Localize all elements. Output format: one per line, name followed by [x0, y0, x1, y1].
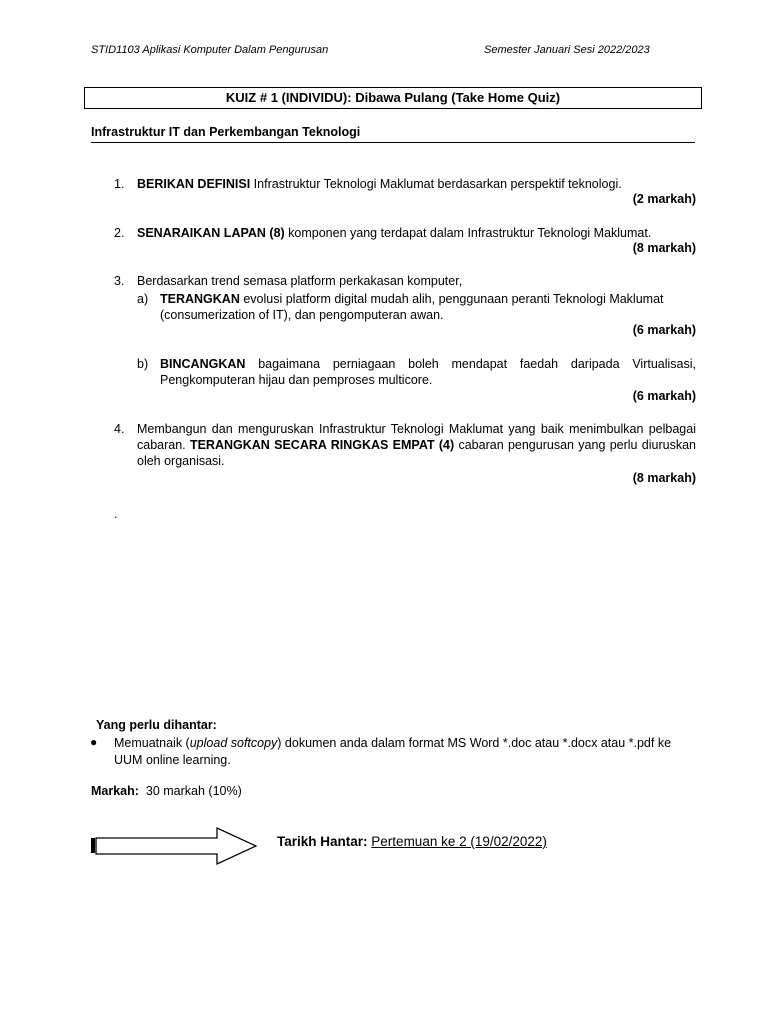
question-body: Membangun dan menguruskan Infrastruktur Teknologi Maklumat yang baik menimbulkan pelbagai cabaran. [137, 422, 696, 452]
total-marks-label: Markah: [91, 784, 139, 798]
question-body-end: cabaran pengurusan yang perlu diuruskan oleh organisasi. [137, 438, 696, 468]
question-1 [114, 176, 696, 208]
sub-question-label: b) [137, 357, 149, 371]
sub-question-text [160, 356, 696, 388]
question-body: komponen yang terdapat dalam Infrastruktur Teknologi Maklumat. [284, 226, 652, 240]
question-text [137, 421, 696, 469]
deadline-label: Tarikh Hantar: [277, 834, 368, 849]
question-text [137, 176, 696, 192]
submission-item [114, 735, 699, 769]
sub-question-text [160, 291, 696, 323]
semester-header: Semester Januari Sesi 2022/2023 [484, 44, 650, 56]
question-2 [114, 225, 696, 241]
question-4-marks: (8 markah) [632, 471, 696, 485]
question-text [137, 225, 696, 241]
question-body: Infrastruktur Teknologi Maklumat berdasarkan perspektif teknologi. [250, 177, 622, 191]
question-3b-marks: (6 markah) [632, 389, 696, 403]
question-keyword: SENARAIKAN LAPAN (8) [137, 226, 285, 240]
submission-text-b: ) dokumen anda dalam format MS Word *.doc atau *.docx atau *.pdf ke UUM online learning. [114, 736, 672, 767]
question-keyword: BERIKAN DEFINISI [137, 177, 251, 191]
course-header: STID1103 Aplikasi Komputer Dalam Pengurusan [91, 44, 329, 56]
deadline [277, 834, 547, 849]
submission-heading: Yang perlu dihantar: [96, 718, 217, 732]
total-marks [91, 784, 242, 798]
topic-subtitle: Infrastruktur IT dan Perkembangan Teknologi [91, 125, 695, 143]
bullet-icon: ● [90, 735, 98, 749]
total-marks-value: 30 markah (10%) [145, 784, 242, 798]
question-keyword: TERANGKAN [160, 292, 240, 306]
quiz-title: KUIZ # 1 (INDIVIDU): Dibawa Pulang (Take Home Quiz) [84, 87, 702, 109]
question-text: Berdasarkan trend semasa platform perkakasan komputer, [137, 274, 463, 288]
question-3a [137, 291, 696, 323]
question-3b [137, 356, 696, 388]
question-body: evolusi platform digital mudah alih, penggunaan peranti Teknologi Maklumat (consumerization of IT), dan pengomputeran awan. [160, 292, 664, 322]
submission-text-a: Memuatnaik ( [114, 736, 190, 750]
question-number: 1. [114, 177, 125, 191]
sub-question-label: a) [137, 292, 149, 306]
question-2-marks: (8 markah) [632, 241, 696, 255]
question-4 [114, 421, 696, 469]
question-1-marks: (2 markah) [632, 192, 696, 206]
question-3 [114, 273, 696, 289]
submission-text-italic: upload softcopy [189, 736, 278, 750]
question-number: 2. [114, 226, 125, 240]
question-number: 4. [114, 422, 125, 436]
question-number: 3. [114, 274, 125, 288]
question-3a-marks: (6 markah) [632, 323, 696, 337]
question-keyword: TERANGKAN SECARA RINGKAS EMPAT (4) [189, 438, 455, 452]
arrow-right-icon [88, 826, 260, 866]
question-keyword: BINCANGKAN [160, 357, 246, 371]
deadline-value: Pertemuan ke 2 (19/02/2022) [371, 834, 547, 849]
question-body: bagaimana perniagaan boleh mendapat faedah daripada Virtualisasi, Pengkomputeran hijau dan pemproses multicore. [160, 357, 696, 387]
stray-dot: . [114, 507, 118, 521]
